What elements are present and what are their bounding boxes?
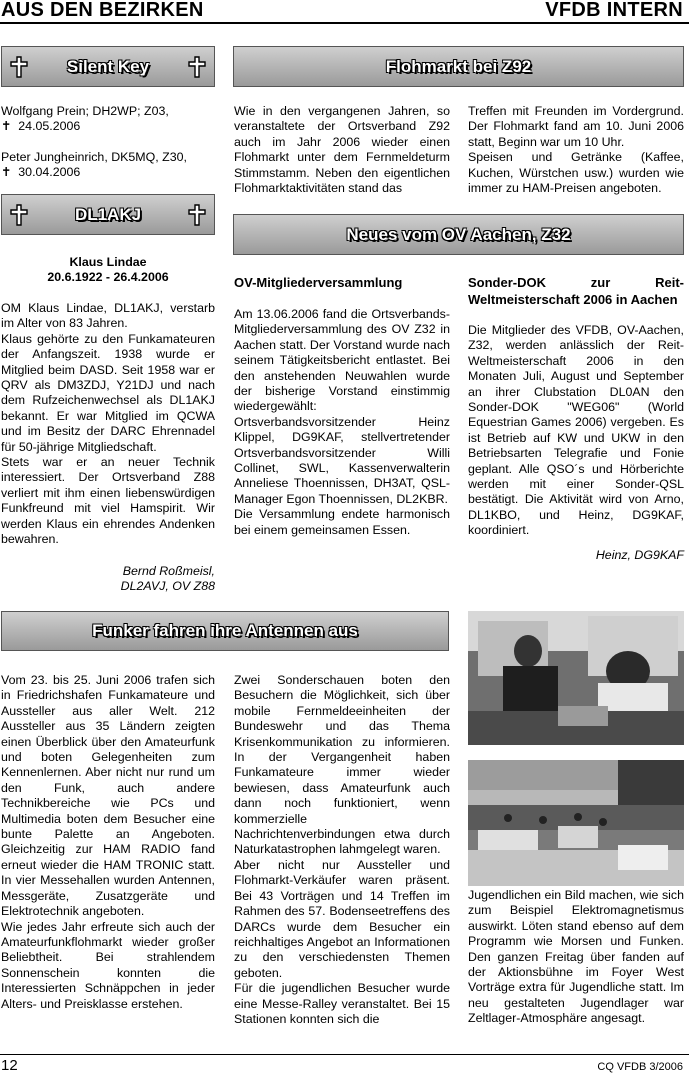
author-signature: Bernd Roßmeisl, DL2AVJ, OV Z88 (120, 563, 215, 593)
cross-glyph: ✝ (1, 119, 12, 134)
photo-fleamarket (468, 760, 684, 886)
funker-col3: Jugendlichen ein Bild machen, wie sich zum Beispiel Elektromagnetismus auswirkt. Löten stand ebenso auf dem Programm wie Morsen und Funken. Den ganzen Freitag über fanden auf der Aktionsbühne im Foyer West Vorträge extra für Jugendliche statt. Im neu gestalteten Jugendlager war Zeltlager-Atmosphäre angesagt. (468, 888, 684, 1026)
funker-title: Funker fahren ihre Antennen aus (92, 621, 358, 640)
flohmarkt-banner (233, 46, 684, 87)
cross-icon (188, 56, 206, 78)
cross-icon (188, 204, 206, 226)
cross-icon (10, 56, 28, 78)
subheading: OV-Mitgliederversammlung (234, 275, 403, 290)
running-header-right: VFDB INTERN (545, 0, 683, 21)
photo-fleamarket-image (468, 760, 684, 886)
aachen-col2: Sonder-DOK zur Reit-Weltmeisterschaft 2006 in Aachen Die Mitglieder des VFDB, OV-Aachen, Z32, werden anlässlich der Reit-Weltmeisterschaft 2006 in den Monaten Juli, August und September an ihrer Clubstation DL0AN den Sonder-DOK "WEG06" (World Equestrian Games 2006) vergeben. Es ist Betrieb auf KW und UKW in den Betriebsarten Telegrafie und Fonie geplant. Alle QSO´s und Hörberichte werden mit einer Sonder-QSL bestätigt. Die Aktivität wird von Arno, DL1KBO, und Heinz, DG9KAF, koordiniert. Heinz, DG9KAF (468, 275, 684, 562)
dl1akj-banner (1, 194, 215, 235)
obituary-entry: Peter Jungheinrich, DK5MQ, Z30, ✝ 30.04.2006 (1, 149, 187, 180)
issue-label: CQ VFDB 3/2006 (597, 1061, 683, 1073)
funker-col1: Vom 23. bis 25. Juni 2006 trafen sich in Friedrichshafen Funkamateure und Aussteller aus aller Welt. 212 Aussteller aus 35 Ländern zeigten einen Überblick über den Amateurfunk und boten Gelegenheiten zum Kennenlernen. Aber nicht nur rund um den Funk, auch andere Technikbereiche wie PCs und Multimedia boten dem Besucher eine bunte Palette an Angeboten. Gleichzeitig zur HAM RADIO fand erneut wieder die HAM TRONIC statt. In vier Messehallen wurden Antennen, Messgeräte, Zusatzgeräte und Elektrotechnik angeboten. Wie jedes Jahr erfreute sich auch der Amateurfunkflohmarkt wieder großer Beliebtheit. Bei strahlendem Sonnenschein konnten die Interessierten Schnäppchen in jeder Alters- und Preisklasse erstehen. (1, 673, 215, 1011)
funker-col2: Zwei Sonderschauen boten den Besuchern die Möglichkeit, sich über mobile Fernmeldeeinheiten der Bundeswehr und das Thema Krisenkommunikation zu informieren. In der Vergangenheit haben Funkamateure immer wieder bewiesen, dass Amateurfunk auch dann noch funktioniert, wenn kommerzielle Nachrichtenverbindungen etwa durch Naturkatastrophen lahmgelegt waren. Aber nicht nur Aussteller und Flohmarkt-Verkäufer waren präsent. Bei 43 Vorträgen und 14 Treffen im Rahmen des 57. Bodenseetreffens des DARCs wurde dem Besucher ein reichhaltiges Angebot an Informationen zu den verschiedensten Themen geboten. Für die jugendlichen Besucher wurde eine Messe-Ralley veranstaltet. Bei 15 Stationen konnten sich die (234, 673, 450, 1026)
header-rule (0, 22, 689, 24)
footer-rule (0, 1054, 689, 1055)
aachen-title: Neues vom OV Aachen, Z32 (346, 224, 571, 244)
obituary-entry: Wolfgang Prein; DH2WP; Z03, ✝ 24.05.2006 (1, 104, 169, 134)
aachen-col1: OV-Mitgliederversammlung Am 13.06.2006 fand die Ortsverbands-Mitgliederversammlung des OV Z32 in Aachen statt. Der Vorstand wurde nach seinem Tätigkeitsbericht entlastet. Bei den anstehenden Neuwahlen wurde der bisherige Vorstand einstimmig wiedergewählt: Ortsverbandsvorsitzender Heinz Klippel, DG9KAF, stellvertretender Ortsverbandsvorsitzender Willi Collinet, SWL, Kassenverwalterin Anneliese Thoennissen, DH3AT, QSL-Manager Egon Thoennissen, DL2KBR. Die Versammlung endete harmonisch bei einem gemeinsamen Essen. (234, 275, 450, 537)
funker-banner (1, 611, 449, 651)
subheading: Sonder-DOK zur Reit-Weltmeisterschaft 2006 in Aachen (468, 275, 684, 307)
flohmarkt-col2: Treffen mit Freunden im Vordergrund. Der Flohmarkt fand am 10. Juni 2006 statt, Beginn war um 10 Uhr. Speisen und Getränke (Kaffee, Kuchen, Würstchen usw.) wurden wie immer zu HAM-Preisen angeboten. (468, 104, 684, 196)
silent-key-title: Silent Key (66, 56, 150, 76)
running-header-left: AUS DEN BEZIRKEN (1, 0, 204, 21)
dl1akj-article: OM Klaus Lindae, DL1AKJ, verstarb im Alter von 83 Jahren. Klaus gehörte zu den Funkamateuren der Anfangszeit. 1938 wurde er Mitglied beim DASD. Seit 1958 war er QRV als DM3ZDJ, Y21DJ und nach dem Rufzeichenwechsel als DL1AKJ bekannt. Er war Mitglied im QCWA und im Besitz der DARC Ehrennadel für 50-jährige Mitgliedschaft. Stets war er an neuer Technik interessiert. Der Ortsverband Z88 verliert mit ihm einen liebenswürdigen Funkfreund mit viel Hamspirit. Wir werden Klaus ein ehrendes Andenken bewahren. Bernd Roßmeisl, DL2AVJ, OV Z88 (1, 301, 215, 593)
flohmarkt-col1: Wie in den vergangenen Jahren, so veranstaltete der Ortsverband Z92 auch im Jahr 2006 wieder einen Flohmarkt unter dem Fernmeldeturm Stimmstamm. Neben den eigentlichen Flohmarktaktivitäten stand das (234, 104, 450, 196)
cross-glyph: ✝ (1, 165, 12, 180)
obituary-heading: Klaus Lindae 20.6.1922 - 26.4.2006 (47, 255, 169, 285)
page-number: 12 (1, 1057, 18, 1074)
photo-youth-soldering (468, 611, 684, 745)
dl1akj-title: DL1AKJ (74, 204, 142, 224)
photo-youth-soldering-image (468, 611, 684, 745)
silent-key-list (1, 104, 215, 181)
flohmarkt-title: Flohmarkt bei Z92 (385, 56, 532, 76)
aachen-banner (233, 214, 684, 255)
author-signature: Heinz, DG9KAF (595, 547, 684, 562)
cross-icon (10, 204, 28, 226)
silent-key-banner (1, 46, 215, 87)
